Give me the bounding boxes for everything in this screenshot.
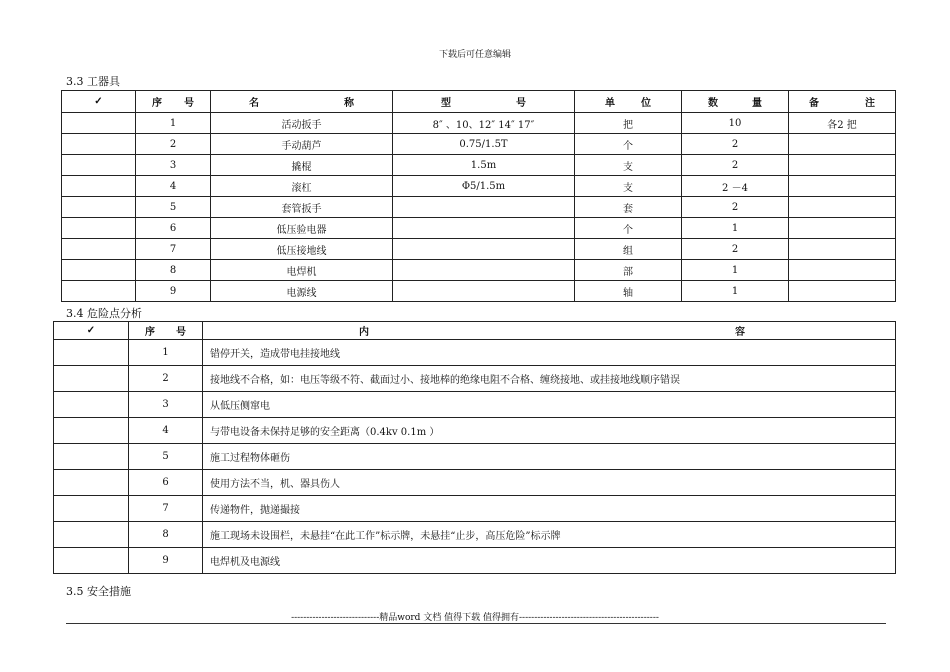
check-cell bbox=[62, 113, 136, 134]
model-cell bbox=[393, 260, 575, 281]
remark-cell bbox=[789, 239, 896, 260]
tools-table-row bbox=[62, 218, 896, 239]
model-cell bbox=[393, 281, 575, 302]
check-cell bbox=[54, 496, 129, 522]
footer-note: -----------------------------精品word 文档 值得下载 值得拥有---------------------------------------------- bbox=[291, 613, 659, 623]
check-cell bbox=[62, 239, 136, 260]
remark-cell bbox=[789, 197, 896, 218]
check-cell bbox=[62, 155, 136, 176]
check-cell bbox=[62, 281, 136, 302]
qty-cell: 2 bbox=[682, 197, 789, 218]
unit-cell: 个 bbox=[575, 134, 682, 155]
model-cell bbox=[393, 239, 575, 260]
index-cell: 4 bbox=[136, 176, 211, 197]
index-column-header: 序 号 bbox=[136, 91, 211, 113]
content-cell: 传递物件，抛递撮接 bbox=[203, 496, 896, 522]
tools-table-row bbox=[62, 113, 896, 134]
qty-cell: 2 －4 bbox=[682, 176, 789, 197]
qty-cell: 1 bbox=[682, 218, 789, 239]
check-cell bbox=[54, 444, 129, 470]
remark-cell bbox=[789, 155, 896, 176]
hazards-table bbox=[53, 321, 896, 574]
index-cell: 5 bbox=[136, 197, 211, 218]
check-cell bbox=[54, 418, 129, 444]
index-cell: 2 bbox=[136, 134, 211, 155]
content-cell: 施工过程物体砸伤 bbox=[203, 444, 896, 470]
remark-column-header: 备 注 bbox=[789, 91, 896, 113]
tools-table-row bbox=[62, 176, 896, 197]
model-cell bbox=[393, 197, 575, 218]
name-column-header: 名 称 bbox=[211, 91, 393, 113]
model-cell bbox=[393, 218, 575, 239]
content-cell: 接地线不合格，如：电压等级不符、截面过小、接地棒的绝缘电阻不合格、缠绕接地、或挂接地线顺序错误 bbox=[203, 366, 896, 392]
content-cell: 从低压侧窜电 bbox=[203, 392, 896, 418]
footer-divider bbox=[66, 623, 886, 624]
check-cell bbox=[62, 218, 136, 239]
index-cell: 2 bbox=[129, 366, 203, 392]
remark-cell: 各2 把 bbox=[789, 113, 896, 134]
unit-column-header: 单 位 bbox=[575, 91, 682, 113]
content-column-header: 内 容 bbox=[203, 322, 896, 340]
name-cell: 活动扳手 bbox=[211, 113, 393, 134]
qty-cell: 1 bbox=[682, 281, 789, 302]
name-cell: 低压接地线 bbox=[211, 239, 393, 260]
check-cell bbox=[54, 392, 129, 418]
unit-cell: 部 bbox=[575, 260, 682, 281]
check-cell bbox=[54, 366, 129, 392]
qty-column-header: 数 量 bbox=[682, 91, 789, 113]
name-cell: 低压验电器 bbox=[211, 218, 393, 239]
qty-cell: 2 bbox=[682, 134, 789, 155]
check-column-header: ✓ bbox=[62, 91, 136, 113]
tools-header-row bbox=[62, 91, 896, 113]
tools-table-row bbox=[62, 239, 896, 260]
unit-cell: 轴 bbox=[575, 281, 682, 302]
section-title-hazards: 3.4 危险点分析 bbox=[66, 307, 142, 320]
check-cell bbox=[54, 340, 129, 366]
check-cell bbox=[54, 522, 129, 548]
model-column-header: 型 号 bbox=[393, 91, 575, 113]
remark-cell bbox=[789, 218, 896, 239]
content-cell: 错停开关，造成带电挂接地线 bbox=[203, 340, 896, 366]
remark-cell bbox=[789, 134, 896, 155]
content-cell: 施工现场未设围栏，未悬挂“在此工作”标示牌，未悬挂“止步，高压危险”标示牌 bbox=[203, 522, 896, 548]
hazards-table-row bbox=[54, 496, 896, 522]
content-cell: 与带电设备未保持足够的安全距离（0.4kv 0.1m ） bbox=[203, 418, 896, 444]
index-cell: 3 bbox=[136, 155, 211, 176]
unit-cell: 组 bbox=[575, 239, 682, 260]
model-cell: 8″ 、10、12″ 14″ 17″ bbox=[393, 113, 575, 134]
qty-cell: 2 bbox=[682, 239, 789, 260]
index-cell: 5 bbox=[129, 444, 203, 470]
section-title-safety: 3.5 安全措施 bbox=[66, 585, 131, 598]
name-cell: 电焊机 bbox=[211, 260, 393, 281]
remark-cell bbox=[789, 260, 896, 281]
index-cell: 1 bbox=[136, 113, 211, 134]
qty-cell: 10 bbox=[682, 113, 789, 134]
unit-cell: 支 bbox=[575, 155, 682, 176]
model-cell: 0.75/1.5T bbox=[393, 134, 575, 155]
check-cell bbox=[54, 470, 129, 496]
header-note: 下载后可任意编辑 bbox=[438, 50, 511, 60]
qty-cell: 1 bbox=[682, 260, 789, 281]
tools-table-row bbox=[62, 281, 896, 302]
check-cell bbox=[62, 176, 136, 197]
hazards-table-row bbox=[54, 522, 896, 548]
hazards-table-row bbox=[54, 366, 896, 392]
index-cell: 8 bbox=[129, 522, 203, 548]
name-cell: 电源线 bbox=[211, 281, 393, 302]
hazards-header-row bbox=[54, 322, 896, 340]
hazards-table-row bbox=[54, 418, 896, 444]
index-cell: 4 bbox=[129, 418, 203, 444]
tools-table-row bbox=[62, 197, 896, 218]
tools-table-row bbox=[62, 260, 896, 281]
check-cell bbox=[62, 197, 136, 218]
section-title-tools: 3.3 工器具 bbox=[66, 75, 120, 88]
index-cell: 9 bbox=[136, 281, 211, 302]
unit-cell: 套 bbox=[575, 197, 682, 218]
hazards-table-row bbox=[54, 548, 896, 574]
unit-cell: 把 bbox=[575, 113, 682, 134]
content-cell: 使用方法不当，机、器具伤人 bbox=[203, 470, 896, 496]
model-cell: Φ5/1.5m bbox=[393, 176, 575, 197]
index-cell: 6 bbox=[129, 470, 203, 496]
tools-table bbox=[61, 90, 896, 302]
qty-cell: 2 bbox=[682, 155, 789, 176]
hazards-table-row bbox=[54, 340, 896, 366]
name-cell: 撬棍 bbox=[211, 155, 393, 176]
hazards-table-row bbox=[54, 470, 896, 496]
index-cell: 3 bbox=[129, 392, 203, 418]
name-cell: 滚杠 bbox=[211, 176, 393, 197]
remark-cell bbox=[789, 281, 896, 302]
unit-cell: 个 bbox=[575, 218, 682, 239]
index-cell: 8 bbox=[136, 260, 211, 281]
index-cell: 9 bbox=[129, 548, 203, 574]
check-cell bbox=[62, 134, 136, 155]
model-cell: 1.5m bbox=[393, 155, 575, 176]
tools-table-row bbox=[62, 134, 896, 155]
name-cell: 套管扳手 bbox=[211, 197, 393, 218]
hazards-table-row bbox=[54, 444, 896, 470]
unit-cell: 支 bbox=[575, 176, 682, 197]
check-cell bbox=[54, 548, 129, 574]
index-column-header: 序 号 bbox=[129, 322, 203, 340]
content-cell: 电焊机及电源线 bbox=[203, 548, 896, 574]
remark-cell bbox=[789, 176, 896, 197]
index-cell: 6 bbox=[136, 218, 211, 239]
check-cell bbox=[62, 260, 136, 281]
index-cell: 7 bbox=[129, 496, 203, 522]
check-column-header: ✓ bbox=[54, 322, 129, 340]
hazards-table-row bbox=[54, 392, 896, 418]
name-cell: 手动葫芦 bbox=[211, 134, 393, 155]
tools-table-row bbox=[62, 155, 896, 176]
index-cell: 1 bbox=[129, 340, 203, 366]
index-cell: 7 bbox=[136, 239, 211, 260]
